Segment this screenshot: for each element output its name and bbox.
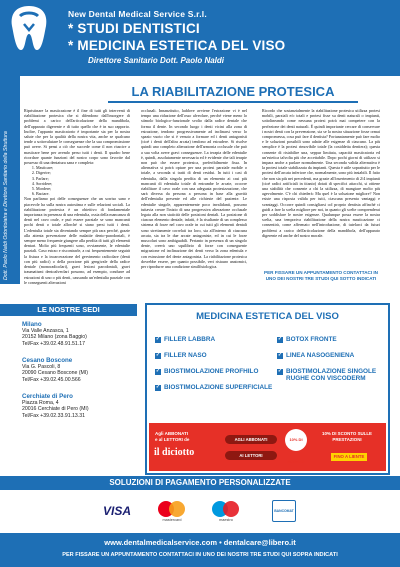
estetica-box — [145, 303, 390, 475]
treatment-item — [155, 336, 215, 343]
maestro-circles — [212, 501, 240, 517]
article-column-3 — [262, 108, 380, 238]
location-phone[interactable]: Tel/Fax +39.02.33.91.13.31 — [22, 412, 86, 419]
check-icon: ✓ — [155, 384, 161, 390]
article-column-1 — [24, 108, 130, 285]
newspaper-logo: il diciotto — [154, 447, 195, 458]
check-icon: ✓ — [277, 368, 283, 374]
header — [0, 0, 400, 76]
location-phone[interactable]: Tel/Fax +39.02.48.91.51.17 — [22, 340, 86, 347]
paragraph: Ripristinare la masticazione è il fine di tutti gli interventi di riabilitazione protesica che si difendono dall'insorgere di problemi a carico dell'articolazione della mandibola, dell'apparato digerente e di tutto quello che è in suo rapporto. Inoltre, l'appunto masticatorio è importante sia per la nostra salute che per la qualità della nostra vita, anche se qualcuno tende a sottovalutare le conseguenze che la sua compromissione può avere. Si pensi a ciò che succede come il non riuscire a masticare bene per avendo perso tutti i denti. Il quadro bene ricordare quante funzioni del nostro corpo sono favorite dal possesso di una dentatura sana e completa: — [24, 108, 130, 166]
paragraph: occlusali. Innanzitutto, laddove avviene l'estrazione vi è nel tempo una riduzione dell'osso alveolare, perché viene meno lo stimolo biologico-funzionale svolto dalla radice dentale che forma il dente. In secondo luogo i denti vicini alla zona di estrazione, tendono progressivamente ad inclinarsi verso lo spazio vuoto che si è venuto a formare ed i denti antagonisti (cioè i denti dell'altra arcata) tendono ad estrudere. Si risolve quindi uno completo alterazione dell'armonia occlusale che può a sua volta avere gravi conseguenze. La terapia delle edentulie è, quindi, assolutamente necessaria ed è evidente che tali terapie non può che essere protesica, preferibilmente fissa. In alternativa si potrà optare per una protesi parziale mobile o totale, a seconda si tratti di denti residui. In tutti i casi di edentulia, dalla singola perdita di un elemento ai casi più mancanti di edentulia totale di entrambe le arcate, occorre riabilitare il cavo orale con una adeguata protesizzazione, che sarà diversa da persona a persona in base alla gravità dell'edentulia presente ed alle richieste del paziente. Le edentulie singole, apparentemente poco invalidanti, possono tuttavia creare l'inizio di una progressiva alterazione occlusale legata alla non staticità delle posizioni dentali. La posizione di ciascun elemento dentale, infatti, è la risultante di un complesso sistema di forze nel cavo orale in cui tutti gli elementi dentali sono strettamente correlati tra loro, sia all'interno di ciascuna arcata, sia tra le due arcate antagoniste, ed in cui le forze muscolari sono ambiguabili. Pertanto in presenza di un singolo dente, creerà uno squilibrio di forze con conseguente migrazione ed inclinazione dei denti verso la zona edentula e con estrusione del dente antagonista. La riabilitazione protesica dovrebbe essere, per quanto possibile, veri ristauro anatomici, per riprodurre una condizione similfisiologica. — [141, 108, 247, 270]
payments-title-bar: SOLUZIONI DI PAGAMENTO PERSONALIZZATE — [0, 476, 400, 490]
list-item: 4. Sorridere; — [36, 181, 130, 186]
location-city: Cerchiate di Pero — [22, 393, 73, 400]
list-item: 1. Masticare; — [36, 165, 130, 170]
mastercard-circles — [158, 501, 186, 517]
location-phone[interactable]: Tel/Fax +39.02.45.00.566 — [22, 376, 81, 383]
mastercard-label: mastercard — [162, 517, 182, 522]
banner-right-text: 10% DI SCONTO SULLE PRESTAZIONI — [322, 431, 372, 442]
banner-chip: FINO A LIENTE — [331, 453, 367, 461]
location-street: Piazza Roma, 4 — [22, 400, 59, 407]
check-icon: ✓ — [155, 352, 161, 358]
list-item: 3. Parlare; — [36, 176, 130, 181]
location-city: Milano — [22, 321, 42, 328]
location-cap: 20090 Cesano Boscone (MI) — [22, 370, 89, 377]
banner-line: Agli ABBONATI — [155, 431, 188, 436]
banner-left-text — [155, 431, 189, 442]
treatment-label: FILLER NASO — [164, 352, 207, 359]
location-street: Via Valle Anzasca, 1 — [22, 328, 69, 335]
article-column-2 — [141, 108, 247, 269]
maestro-label: maestro — [219, 517, 233, 522]
treatment-label: BIOSTIMOLAZIONE SUPERFICIALE — [164, 384, 273, 391]
bancomat-label: BANCOMAT — [274, 509, 294, 513]
location-milano — [22, 322, 87, 347]
company-name: New Dental Medical Service S.r.l. — [68, 9, 207, 19]
location-city: Cesano Boscone — [22, 357, 73, 364]
footer-cta: PER FISSARE UN APPUNTAMENTO CONTATTACI IN UNO DEI NOSTRI TRE STUDI QUI SOPRA INDICATI — [62, 552, 338, 558]
headline-studi-dentistici: * STUDI DENTISTICI — [68, 21, 200, 36]
location-cap: 20152 Milano (zona Baggio) — [22, 334, 87, 341]
treatment-label: BIOSTIMOLAZIONE PROFHILO — [164, 368, 259, 375]
location-cesano-boscone — [22, 358, 88, 383]
vertical-caption: Dott. Paolo Naldi Odontoiatra e Direttore Sanitario della Struttura — [3, 131, 9, 280]
footer-contacts[interactable]: www.dentalmedicalservice.com • dentalcare@libero.it — [104, 538, 296, 547]
treatment-item — [155, 368, 258, 375]
treatment-item — [155, 384, 272, 391]
director-line: Direttore Sanitario Dott. Paolo Naldi — [88, 56, 225, 65]
check-icon: ✓ — [277, 336, 283, 342]
discount-banner — [149, 423, 386, 471]
treatment-label: BOTOX FRONTE — [286, 336, 337, 343]
visa-logo-icon: VISA — [103, 504, 132, 518]
location-cerchiate-di-pero — [22, 394, 89, 419]
estetica-title: MEDICINA ESTETICA DEL VISO — [196, 311, 339, 322]
mastercard-logo-icon — [158, 500, 186, 522]
function-list — [24, 165, 130, 196]
treatment-item — [277, 352, 354, 359]
appointment-promo: PER FISSARE UN APPUNTAMENTO CONTATTACI IN UNO DEI NOSTRI TRE STUDI QUI SOTTO INDICATI — [264, 270, 378, 281]
banner-pill-abbonati: AGLI ABBONATI — [225, 435, 277, 444]
banner-line: e al LETTORI de — [155, 436, 190, 442]
discount-badge: 10% DI SCONTO — [285, 429, 307, 451]
treatment-item — [277, 368, 385, 382]
list-item: 2. Digerire; — [36, 170, 130, 175]
article-title: LA RIABILITAZIONE PROTESICA — [108, 84, 358, 103]
treatment-label: LINEA NASOGENIENA — [286, 352, 355, 359]
check-icon: ✓ — [277, 352, 283, 358]
treatment-item — [277, 336, 337, 343]
location-cap: 20016 Cerchiate di Pero (MI) — [22, 406, 89, 413]
check-icon: ✓ — [155, 368, 161, 374]
list-item: 6. Baciare. — [36, 191, 130, 196]
paragraph: Non parliamo poi delle conseguenze che un sorriso sano e piacevole ha sulla nostra autostima e sulle relazioni sociali. La riabilitazione protesica è un obiettivo di fondamentale importanza in presenza di una edentulia, ossia della mancanza di denti nel cavo orale, e può essere parziale se sono mancanti pochi denti o totale allorché si siano persi tutti i denti. L'edentulia totale sta diventando sempre più rara perché, grazie alla attenta prevenzione delle malattie dento-parodontali, è sempre meno frequente giungere alla perdita di tutti gli elementi dentari. Molto più frequenti sono, ovviamente, le edentulie parziali. Caso estrao e riscontrarle, a cui frequentemente seguirà la fistura e la incarcerazione del gervimento radicolare (denti con più radici) o della porzione più gengivale della radice dentale (monoradicolari), gravi lesioni parodontali, gravi traumatismi dentoalveolari possono, ad esempio, condurre ad estrazioni di uno o più denti, causando un'edentulia parziale con le conseguenti alterazioni — [24, 196, 130, 285]
check-icon: ✓ — [155, 336, 161, 342]
list-item: 5. Mordere; — [36, 186, 130, 191]
sedi-title-bar: LE NOSTRE SEDI — [0, 304, 137, 316]
footer — [0, 533, 400, 567]
treatment-label: BIOSTIMOLAZIONE SINGOLE RUGHE CON VISCODERM — [286, 368, 377, 382]
paragraph: Ricordo che sostanzialmente la riabilitazione protesica utilizza protesi mobili, parziali e/o totali e protesi fisse su denti naturali o impianti, sottolineando come nessuna protesi potrà mai competere con la perfezione dei denti naturali. È quindi importante cercare di conservare i nostri denti con la prevenzione, sia se la nostra situazione fosse ormai compromessa, cosa può fare il dentista? Fortunatamente può fare molto e le soluzioni possibili sono adatte alle esigenze di ciascuno. La più semplice è la protesi rimovibile totale (la cosiddetta dentiera); questa consente di ristabilire una, seppur limitata, capacità masticatoria ed un'estetica talvolta più che accettabile. Dopo pochi giorni di utilizzo si impara anche a parlare normalmente. Una seconda valida alternativa è la protesi totale stabilizzata da impianti. Questa è utile soprattutto per le protesi dell'arcata inferiore che, normalmente, sono più instabili. Il fatto che non sia più nei precedenti, ma grazie all'inserimento di 2/4 impianti (cioè radici artificiali in titanio) dotati di specifici attacchi, si ottiene una stabilità che consente a chi la utilizza, di mangiare molto più agevolmente. C'è chi chiederà: Ma quel è la soluzione migliore? Non esiste una risposta valida per tutti, ciascuna presenta vantaggi e svantaggi. Occorre quindi consigliarsi col proprio dentista affinché ci guidi a fare la scelta migliore per noi, in quanto gli scelte comprenderai per soddisfare le nostre esigenze. Qualunque possa essere la nostra scelta, una temporiva riabilitazione della nostra masticazione ci consentirà, come affermato nell'introduzione, di tutelarci da futuri problemi a carico dell'articolazione della mandibola, dell'apparato digerente ed anche del nostro morale. — [262, 108, 380, 238]
banner-pill-lettori: AI LETTORI — [225, 451, 277, 460]
tooth-logo-icon — [6, 4, 52, 54]
treatment-label: FILLER LABBRA — [164, 336, 216, 343]
bancomat-logo-icon — [272, 500, 296, 522]
treatment-item — [155, 352, 207, 359]
maestro-logo-icon — [212, 500, 240, 522]
location-street: Via G. Pascoli, 8 — [22, 364, 61, 371]
headline-medicina-estetica: * MEDICINA ESTETICA DEL VISO — [68, 38, 286, 53]
